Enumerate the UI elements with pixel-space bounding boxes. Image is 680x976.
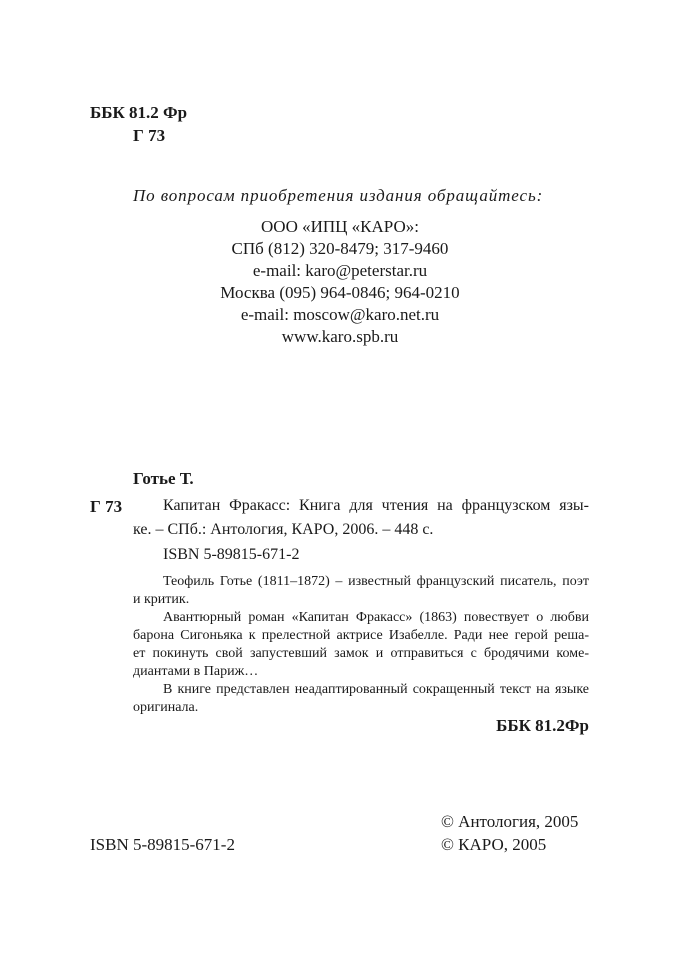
record-bbk: ББК 81.2Фр	[496, 716, 589, 735]
record-title-line2: ке. – СПб.: Антология, КАРО, 2006. – 448 с.	[133, 521, 434, 538]
annotation-line: ет покинуть свой запустевший замок и отправиться с бродячими коме-	[133, 646, 589, 661]
website: www.karo.spb.ru	[281, 327, 399, 346]
annotation-line: оригинала.	[133, 700, 199, 715]
annotation-line: В книге представлен неадаптированный сокращенный текст на языке	[163, 682, 589, 697]
footer-isbn: ISBN 5-89815-671-2	[90, 835, 235, 854]
record-mark: Г 73	[90, 497, 123, 516]
annotation-line: диантами в Париж…	[133, 664, 259, 679]
moscow-email: e-mail: moscow@karo.net.ru	[240, 305, 440, 324]
spb-phone: СПб (812) 320-8479; 317-9460	[231, 239, 449, 258]
purchase-heading: По вопросам приобретения издания обращайтесь:	[133, 186, 544, 205]
annotation-line: и критик.	[133, 592, 190, 607]
annotation-line: Авантюрный роман «Капитан Фракасс» (1863) повествует о любви	[163, 610, 589, 625]
record-author: Готье Т.	[133, 469, 194, 488]
author-mark: Г 73	[133, 126, 166, 145]
annotation-line: Теофиль Готье (1811–1872) – известный французский писатель, поэт	[163, 574, 589, 589]
spb-email: e-mail: karo@peterstar.ru	[252, 261, 428, 280]
moscow-phone: Москва (095) 964-0846; 964-0210	[220, 283, 460, 302]
copyright-anthology: © Антология, 2005	[441, 812, 579, 831]
record-title-line1: Капитан Фракасс: Книга для чтения на французском язы-	[163, 497, 589, 514]
bbk-index: ББК 81.2 Фр	[90, 103, 188, 122]
copyright-karo: © КАРО, 2005	[441, 835, 547, 854]
annotation-line: барона Сигоньяка к прелестной актрисе Изабелле. Ради нее герой реша-	[133, 628, 589, 643]
record-isbn: ISBN 5-89815-671-2	[163, 546, 300, 563]
publisher-name: ООО «ИПЦ «КАРО»:	[261, 217, 419, 236]
